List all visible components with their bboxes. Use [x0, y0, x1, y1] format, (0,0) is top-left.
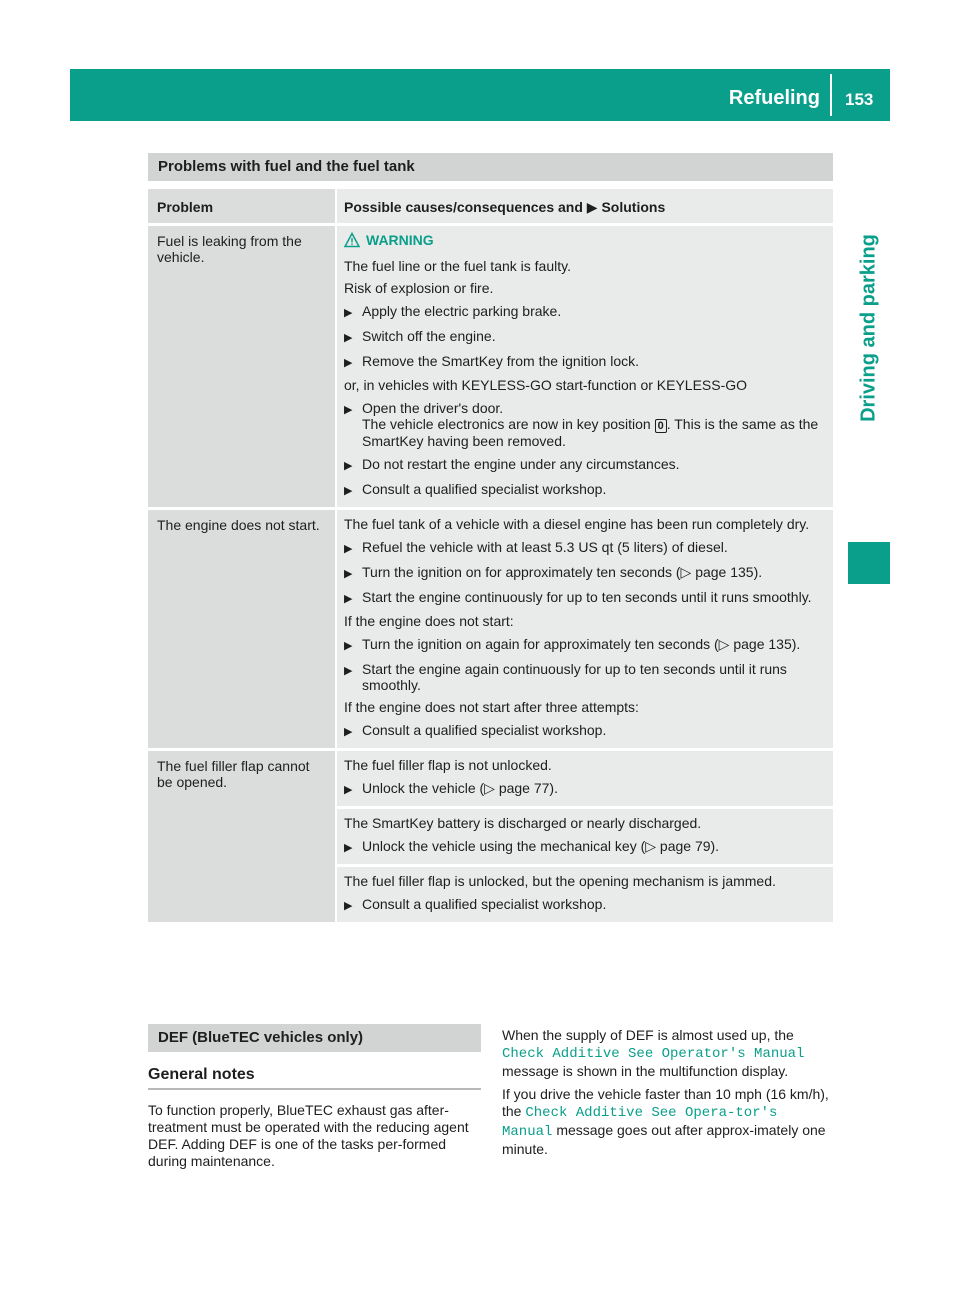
warning-label: WARNING — [344, 232, 827, 248]
display-message: Check Additive See Opera‐tor's Manual — [502, 1105, 778, 1140]
col-header-problem: Problem — [148, 189, 335, 223]
arrow-icon: ▶ — [344, 842, 353, 854]
page-number: 153 — [845, 90, 874, 109]
header-bar — [70, 69, 890, 121]
def-paragraph-2: If you drive the vehicle faster than 10 mph (16 km/h), the Check Additive See Opera‐tor's Manual message goes out after approx-imately one minute. — [502, 1086, 829, 1157]
col-header-solutions: Possible causes/consequences and ▶ Solutions — [337, 189, 833, 223]
side-section-label: Driving and parking — [857, 234, 880, 422]
table-row — [148, 226, 833, 507]
arrow-icon: ▶ — [344, 543, 353, 555]
table-header-row — [148, 189, 833, 223]
table-row — [148, 510, 833, 748]
arrow-icon: ▶ — [344, 568, 353, 580]
arrow-icon: ▶ — [344, 404, 353, 416]
display-message: Check Additive See Operator's Manual — [502, 1046, 805, 1062]
solution-cell: WARNING The fuel line or the fuel tank is faulty. Risk of explosion or fire. ▶ Apply the electric parking brake. ▶ Switch off the engine. ▶ Remove the SmartKey from the ignition lock. or, in vehicles with KEYLESS-GO start-function or KEYLESS-GO ▶ Open the driver's door. The vehicle electronics are now in key position 0 . This is the same as the SmartKey having been removed. ▶ Do not restart the engine under any circumstances. ▶ Consult a qualified specialist workshop. — [337, 226, 833, 507]
arrow-icon: ▶ — [344, 640, 353, 652]
problems-table — [148, 189, 833, 925]
arrow-icon: ▶ — [344, 726, 353, 738]
side-tab — [848, 128, 890, 508]
arrow-icon: ▶ — [586, 199, 598, 215]
warning-triangle-icon — [344, 232, 360, 248]
arrow-icon: ▶ — [344, 357, 353, 369]
section-title: Problems with fuel and the fuel tank — [148, 153, 833, 181]
arrow-icon: ▶ — [344, 665, 353, 677]
side-tab-marker — [848, 542, 890, 584]
solution-cell: The fuel filler flap is not unlocked. ▶ Unlock the vehicle (▷ page 77). — [337, 751, 833, 806]
arrow-icon: ▶ — [344, 900, 353, 912]
arrow-icon: ▶ — [344, 332, 353, 344]
arrow-icon: ▶ — [344, 593, 353, 605]
general-notes-heading: General notes — [148, 1066, 255, 1083]
table-row — [148, 751, 833, 922]
solution-cell: The fuel filler flap is unlocked, but the opening mechanism is jammed. ▶ Consult a qualified specialist workshop. — [337, 867, 833, 922]
solution-cell: The fuel tank of a vehicle with a diesel engine has been run completely dry. ▶ Refuel the vehicle with at least 5.3 US qt (5 liters) of diesel. ▶ Turn the ignition on for approximately ten seconds (▷ page 135). ▶ Start the engine continuously for up to ten seconds until it runs smoothly. If the engine does not start: ▶ Turn the ignition on again for approximately ten seconds (▷ page 135). ▶ Start the engine again continuously for up to ten seconds until it runs smoothly. If the engine does not start after three attempts: ▶ Consult a qualified specialist workshop. — [337, 510, 833, 748]
problem-cell: The fuel filler flap cannot be opened. — [148, 751, 335, 922]
def-paragraph-1: When the supply of DEF is almost used up, the Check Additive See Operator's Manual message is shown in the multifunction display. — [502, 1027, 805, 1079]
arrow-icon: ▶ — [344, 485, 353, 497]
def-section-title: DEF (BlueTEC vehicles only) — [148, 1024, 481, 1052]
def-right-column — [502, 1027, 833, 1158]
solution-cell: The SmartKey battery is discharged or nearly discharged. ▶ Unlock the vehicle using the mechanical key (▷ page 79). — [337, 809, 833, 864]
arrow-icon: ▶ — [344, 307, 353, 319]
arrow-icon: ▶ — [344, 460, 353, 472]
chapter-title: Refueling — [728, 87, 820, 109]
problem-cell: Fuel is leaking from the vehicle. — [148, 226, 335, 507]
key-position-badge: 0 — [655, 419, 667, 433]
arrow-icon: ▶ — [344, 784, 353, 796]
heading-rule — [148, 1088, 481, 1090]
problem-cell: The engine does not start. — [148, 510, 335, 748]
def-intro-paragraph: To function properly, BlueTEC exhaust gas after-treatment must be operated with the reducing agent DEF. Adding DEF is one of the tasks per-formed during maintenance. — [148, 1102, 469, 1169]
header-divider — [830, 74, 832, 116]
